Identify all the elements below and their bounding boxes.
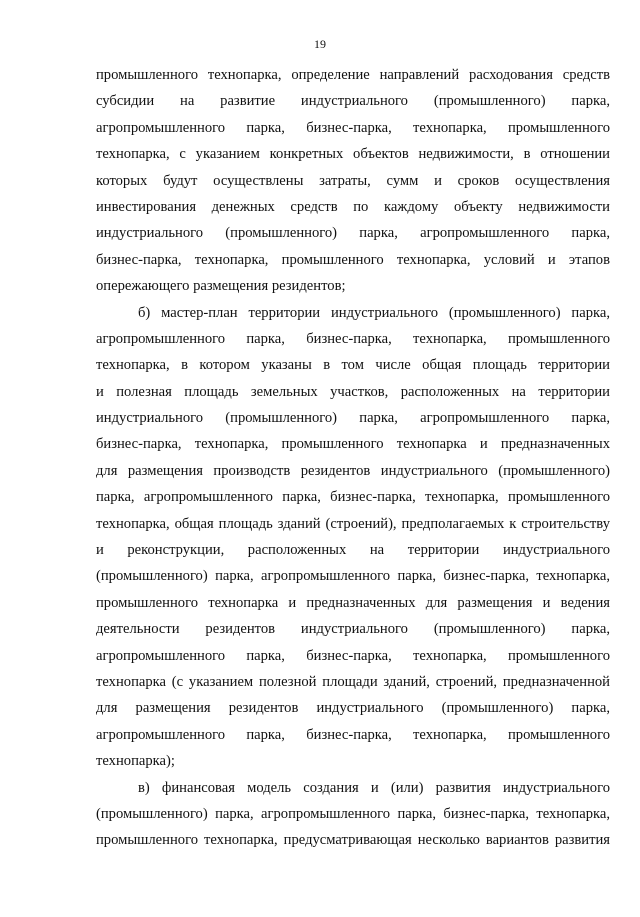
text-line: технопарка, с указанием конкретных объектов недвижимости, в отношении [96,146,610,163]
text-line: и реконструкции, расположенных на территории индустриального [96,542,610,559]
text-line: инвестирования денежных средств по каждому объекту недвижимости [96,198,610,215]
text-line: индустриального (промышленного) парка, агропромышленного парка, [96,225,610,242]
text-line: агропромышленного парка, бизнес-парка, технопарка, промышленного [96,119,610,136]
text-line: промышленного технопарка и предназначенных для размещения и ведения [96,594,610,611]
text-line: технопарка, в котором указаны в том числе общая площадь территории [96,357,610,374]
text-line: деятельности резидентов индустриального (промышленного) парка, [96,621,610,638]
text-line: опережающего размещения резидентов; [96,278,346,295]
text-line: субсидии на развитие индустриального (промышленного) парка, [96,93,610,110]
text-line: парка, агропромышленного парка, бизнес-парка, технопарка, промышленного [96,489,610,506]
text-line: промышленного технопарка, предусматривающая несколько вариантов развития [96,832,610,849]
text-line: агропромышленного парка, бизнес-парка, технопарка, промышленного [96,647,610,664]
text-line: технопарка (с указанием полезной площади зданий, строений, предназначенной [96,673,610,690]
text-line: агропромышленного парка, бизнес-парка, технопарка, промышленного [96,330,610,347]
text-line: (промышленного) парка, агропромышленного парка, бизнес-парка, технопарка, [96,805,610,822]
paragraph-item-v [96,775,610,854]
text-line: б) мастер-план территории индустриального (промышленного) парка, [138,304,610,321]
paragraph-item-b [96,300,610,775]
text-line: для размещения резидентов индустриального (промышленного) парка, [96,700,610,717]
text-line: и полезная площадь земельных участков, расположенных на территории [96,383,610,400]
text-line: для размещения производств резидентов индустриального (промышленного) [96,462,610,479]
text-line: промышленного технопарка, определение направлений расходования средств [96,67,610,83]
text-line: (промышленного) парка, агропромышленного парка, бизнес-парка, технопарка, [96,568,610,585]
page-number: 19 [314,37,326,51]
text-line: бизнес-парка, технопарка, промышленного технопарка, условий и этапов [96,251,610,268]
text-line: технопарка, общая площадь зданий (строений), предполагаемых к строительству [96,515,610,532]
text-line: которых будут осуществлены затраты, сумм и сроков осуществления [96,172,610,189]
body-text [96,62,610,854]
text-line: в) финансовая модель создания и (или) развития индустриального [138,779,610,796]
paragraph-continuation [96,62,610,300]
text-line: бизнес-парка, технопарка, промышленного технопарка и предназначенных [96,436,610,453]
text-line: индустриального (промышленного) парка, агропромышленного парка, [96,410,610,427]
text-line: агропромышленного парка, бизнес-парка, технопарка, промышленного [96,726,610,743]
text-line: технопарка); [96,753,175,770]
